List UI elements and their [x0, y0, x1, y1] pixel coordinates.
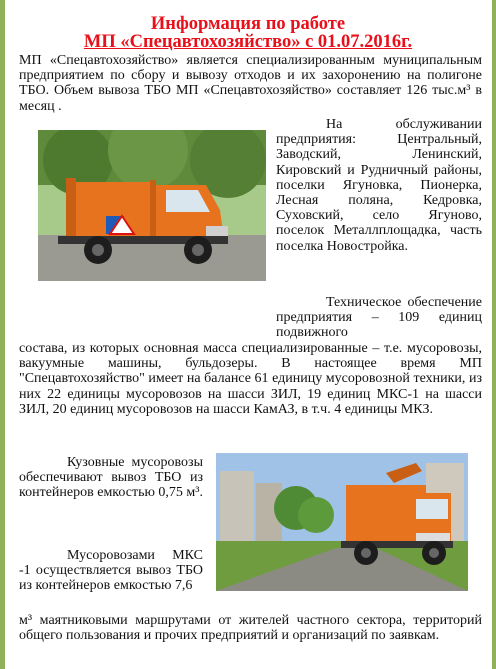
body-trucks-text: Кузовные мусоровозы обеспечивают вывоз ТБО из контейнеров емкостью 0,75 м³.: [19, 455, 203, 501]
equipment-paragraph-end: состава, из которых основная масса специализированные – т.е. мусоровозы, вакуумные машины, бульдозеры. В настоящее время МП "Спецавтохозяйство" имеет на балансе 61 единицу мусоровозной техники, из них 22 единицы мусоровозов на шасси ЗИЛ, 19 единиц МКС-1 на шасси ЗИЛ, 20 единиц мусоровозов на шасси КамАЗ, в т.ч. 4 единицы МКЗ.: [19, 341, 482, 417]
intro-paragraph: МП «Спецавтохозяйство» является специализированным муниципальным предприятием по сбору и вывозу отходов и их захоронению на полигоне ТБО. Объем вывоза ТБО МП «Спецавтохозяйство» составляет 126 тыс.м³ в месяц .: [19, 53, 482, 114]
body-trucks-paragraph: [19, 455, 203, 501]
truck-photo-1: [38, 130, 266, 281]
truck-photo-2: [216, 453, 468, 591]
service-area-text: На обслуживании предприятия: Центральный, Заводский, Ленинский, Кировский и Рудничный районы, поселки Ягуновка, Пионерка, Лесная поляна, Кедровка, Суховский, село Ягуново, поселок Металлплощадка, часть поселка Новостройка.: [276, 117, 482, 254]
mks-paragraph-end: м³ маятниковыми маршрутами от жителей частного сектора, территорий общего пользования и прочих предприятий и организаций по заявкам.: [19, 613, 482, 644]
mks-paragraph-start: [19, 548, 203, 594]
service-area-paragraph: [276, 117, 482, 254]
page-title-line2: МП «Спецавтохозяйство» с 01.07.2016г.: [83, 32, 413, 52]
equipment-paragraph-start: [276, 295, 482, 341]
mks-text-start: Мусоровозами МКС -1 осуществляется вывоз ТБО из контейнеров емкостью 7,6: [19, 548, 203, 594]
equipment-text-start: Техническое обеспечение предприятия – 109 единиц подвижного: [276, 295, 482, 341]
page-title-line1: Информация по работе: [150, 14, 346, 34]
page-border-right: [492, 0, 496, 669]
page-border-left: [0, 0, 5, 669]
